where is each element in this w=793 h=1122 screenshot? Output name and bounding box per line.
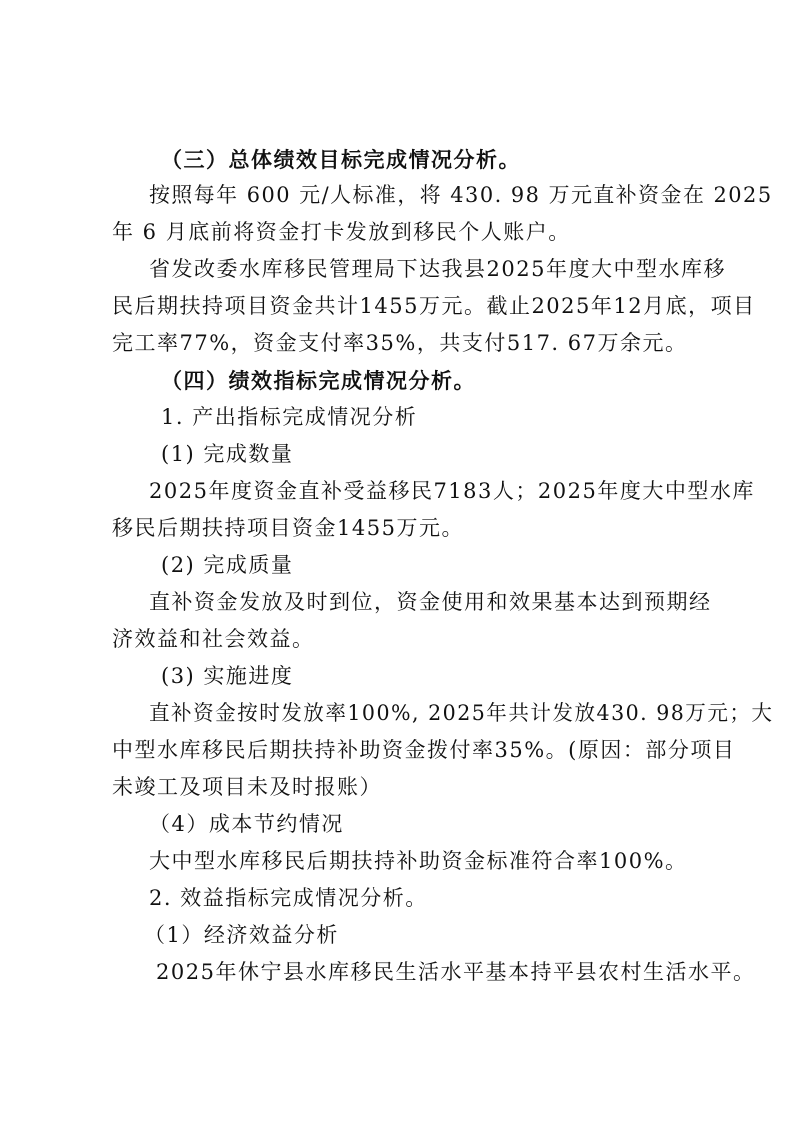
paragraph-line: 济效益和社会效益。 bbox=[112, 627, 315, 651]
subheading: （4）成本节约情况 bbox=[149, 812, 344, 836]
section-four-heading: （四）绩效指标完成情况分析。 bbox=[161, 368, 476, 393]
paragraph-line: 省发改委水库移民管理局下达我县2025年度大中型水库移 bbox=[149, 257, 726, 281]
paragraph-line: 年 6 月底前将资金打卡发放到移民个人账户。 bbox=[112, 220, 571, 244]
paragraph-line: 直补资金发放及时到位，资金使用和效果基本达到预期经 bbox=[149, 590, 712, 614]
section-three-heading: （三）总体绩效目标完成情况分析。 bbox=[161, 147, 521, 172]
subheading: 1. 产出指标完成情况分析 bbox=[161, 405, 418, 429]
subheading: 2. 效益指标完成情况分析。 bbox=[149, 886, 428, 910]
paragraph-line: 民后期扶持项目资金共计1455万元。截止2025年12月底，项目 bbox=[112, 294, 756, 318]
paragraph-line: 按照每年 600 元/人标准，将 430. 98 万元直补资金在 2025 bbox=[149, 183, 773, 207]
subheading: (1) 完成数量 bbox=[161, 442, 294, 466]
paragraph-line: 大中型水库移民后期扶持补助资金标准符合率100%。 bbox=[149, 849, 688, 873]
paragraph-line: 中型水库移民后期扶持补助资金拨付率35%。(原因：部分项目 bbox=[112, 738, 736, 762]
paragraph-line: 移民后期扶持项目资金1455万元。 bbox=[112, 516, 464, 540]
paragraph-line: 2025年度资金直补受益移民7183人；2025年度大中型水库 bbox=[149, 479, 755, 503]
subheading: (2) 完成质量 bbox=[161, 553, 294, 577]
subheading: （1）经济效益分析 bbox=[144, 923, 339, 947]
paragraph-line: 未竣工及项目未及时报账） bbox=[112, 775, 382, 799]
subheading: (3) 实施进度 bbox=[161, 664, 294, 688]
paragraph-line: 完工率77%，资金支付率35%，共支付517. 67万余元。 bbox=[112, 331, 688, 355]
paragraph-line: 2025年休宁县水库移民生活水平基本持平县农村生活水平。 bbox=[156, 960, 756, 984]
paragraph-line: 直补资金按时发放率100%, 2025年共计发放430. 98万元；大 bbox=[149, 701, 774, 725]
